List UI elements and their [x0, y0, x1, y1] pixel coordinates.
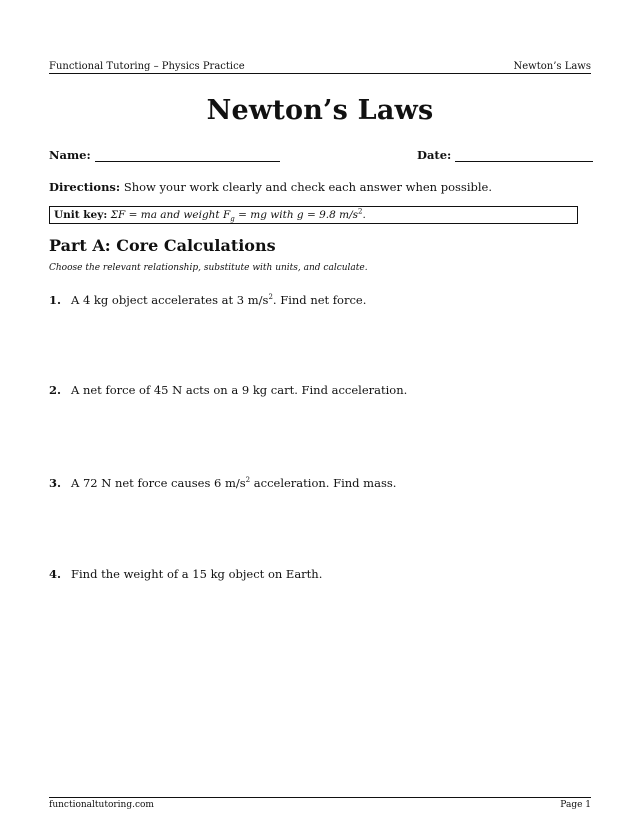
question-text-main: A 4 kg object accelerates at 3 m/s — [71, 293, 269, 307]
running-footer — [49, 797, 591, 814]
unit-key-formula-cont: = mg with g = 9.8 m/s — [234, 209, 359, 221]
section-title: Part A: Core Calculations — [49, 236, 276, 255]
question-3 — [49, 476, 396, 490]
question-superscript: 2 — [268, 293, 273, 302]
directions-text: Show your work clearly and check each answer when possible. — [123, 180, 493, 194]
date-label: Date: — [417, 148, 452, 162]
question-text-main: Find the weight of a 15 kg object on Earth. — [71, 567, 323, 581]
question-number: 1. — [49, 293, 62, 307]
header-right: Newton’s Laws — [513, 61, 591, 72]
question-number: 4. — [49, 567, 62, 581]
unit-key-subscript: g — [230, 215, 235, 224]
running-header — [49, 58, 591, 74]
date-field — [417, 148, 593, 162]
directions-label: Directions: — [49, 180, 121, 194]
question-number: 3. — [49, 476, 62, 490]
name-label: Name: — [49, 148, 91, 162]
page-number: Page 1 — [560, 800, 591, 810]
date-blank-line[interactable] — [455, 150, 593, 162]
question-text — [71, 567, 322, 581]
unit-key-formula: ΣF = ma and weight F — [110, 209, 231, 221]
name-field — [49, 148, 280, 162]
question-superscript: 2 — [245, 476, 251, 485]
unit-key-box — [49, 206, 578, 224]
unit-key-superscript: 2 — [358, 207, 363, 216]
page-title: Newton’s Laws — [206, 95, 434, 126]
question-text — [71, 293, 366, 307]
question-1 — [49, 293, 366, 307]
question-text-main: A net force of 45 N acts on a 9 kg cart. Find acceleration. — [71, 383, 408, 397]
question-2 — [49, 383, 407, 397]
directions — [49, 180, 492, 194]
section-subtitle: Choose the relevant relationship, substitute with units, and calculate. — [49, 263, 368, 273]
question-text-main: A 72 N net force causes 6 m/s — [71, 476, 246, 490]
question-text-tail: acceleration. Find mass. — [250, 476, 397, 490]
unit-key-label: Unit key: — [54, 209, 108, 221]
footer-website: functionaltutoring.com — [49, 800, 154, 810]
question-text-tail: . Find net force. — [272, 293, 367, 307]
header-left: Functional Tutoring – Physics Practice — [49, 61, 245, 72]
question-4 — [49, 567, 322, 581]
unit-key-end: . — [362, 209, 366, 221]
question-text — [71, 476, 396, 490]
name-blank-line[interactable] — [95, 150, 280, 162]
question-text — [71, 383, 407, 397]
question-number: 2. — [49, 383, 62, 397]
